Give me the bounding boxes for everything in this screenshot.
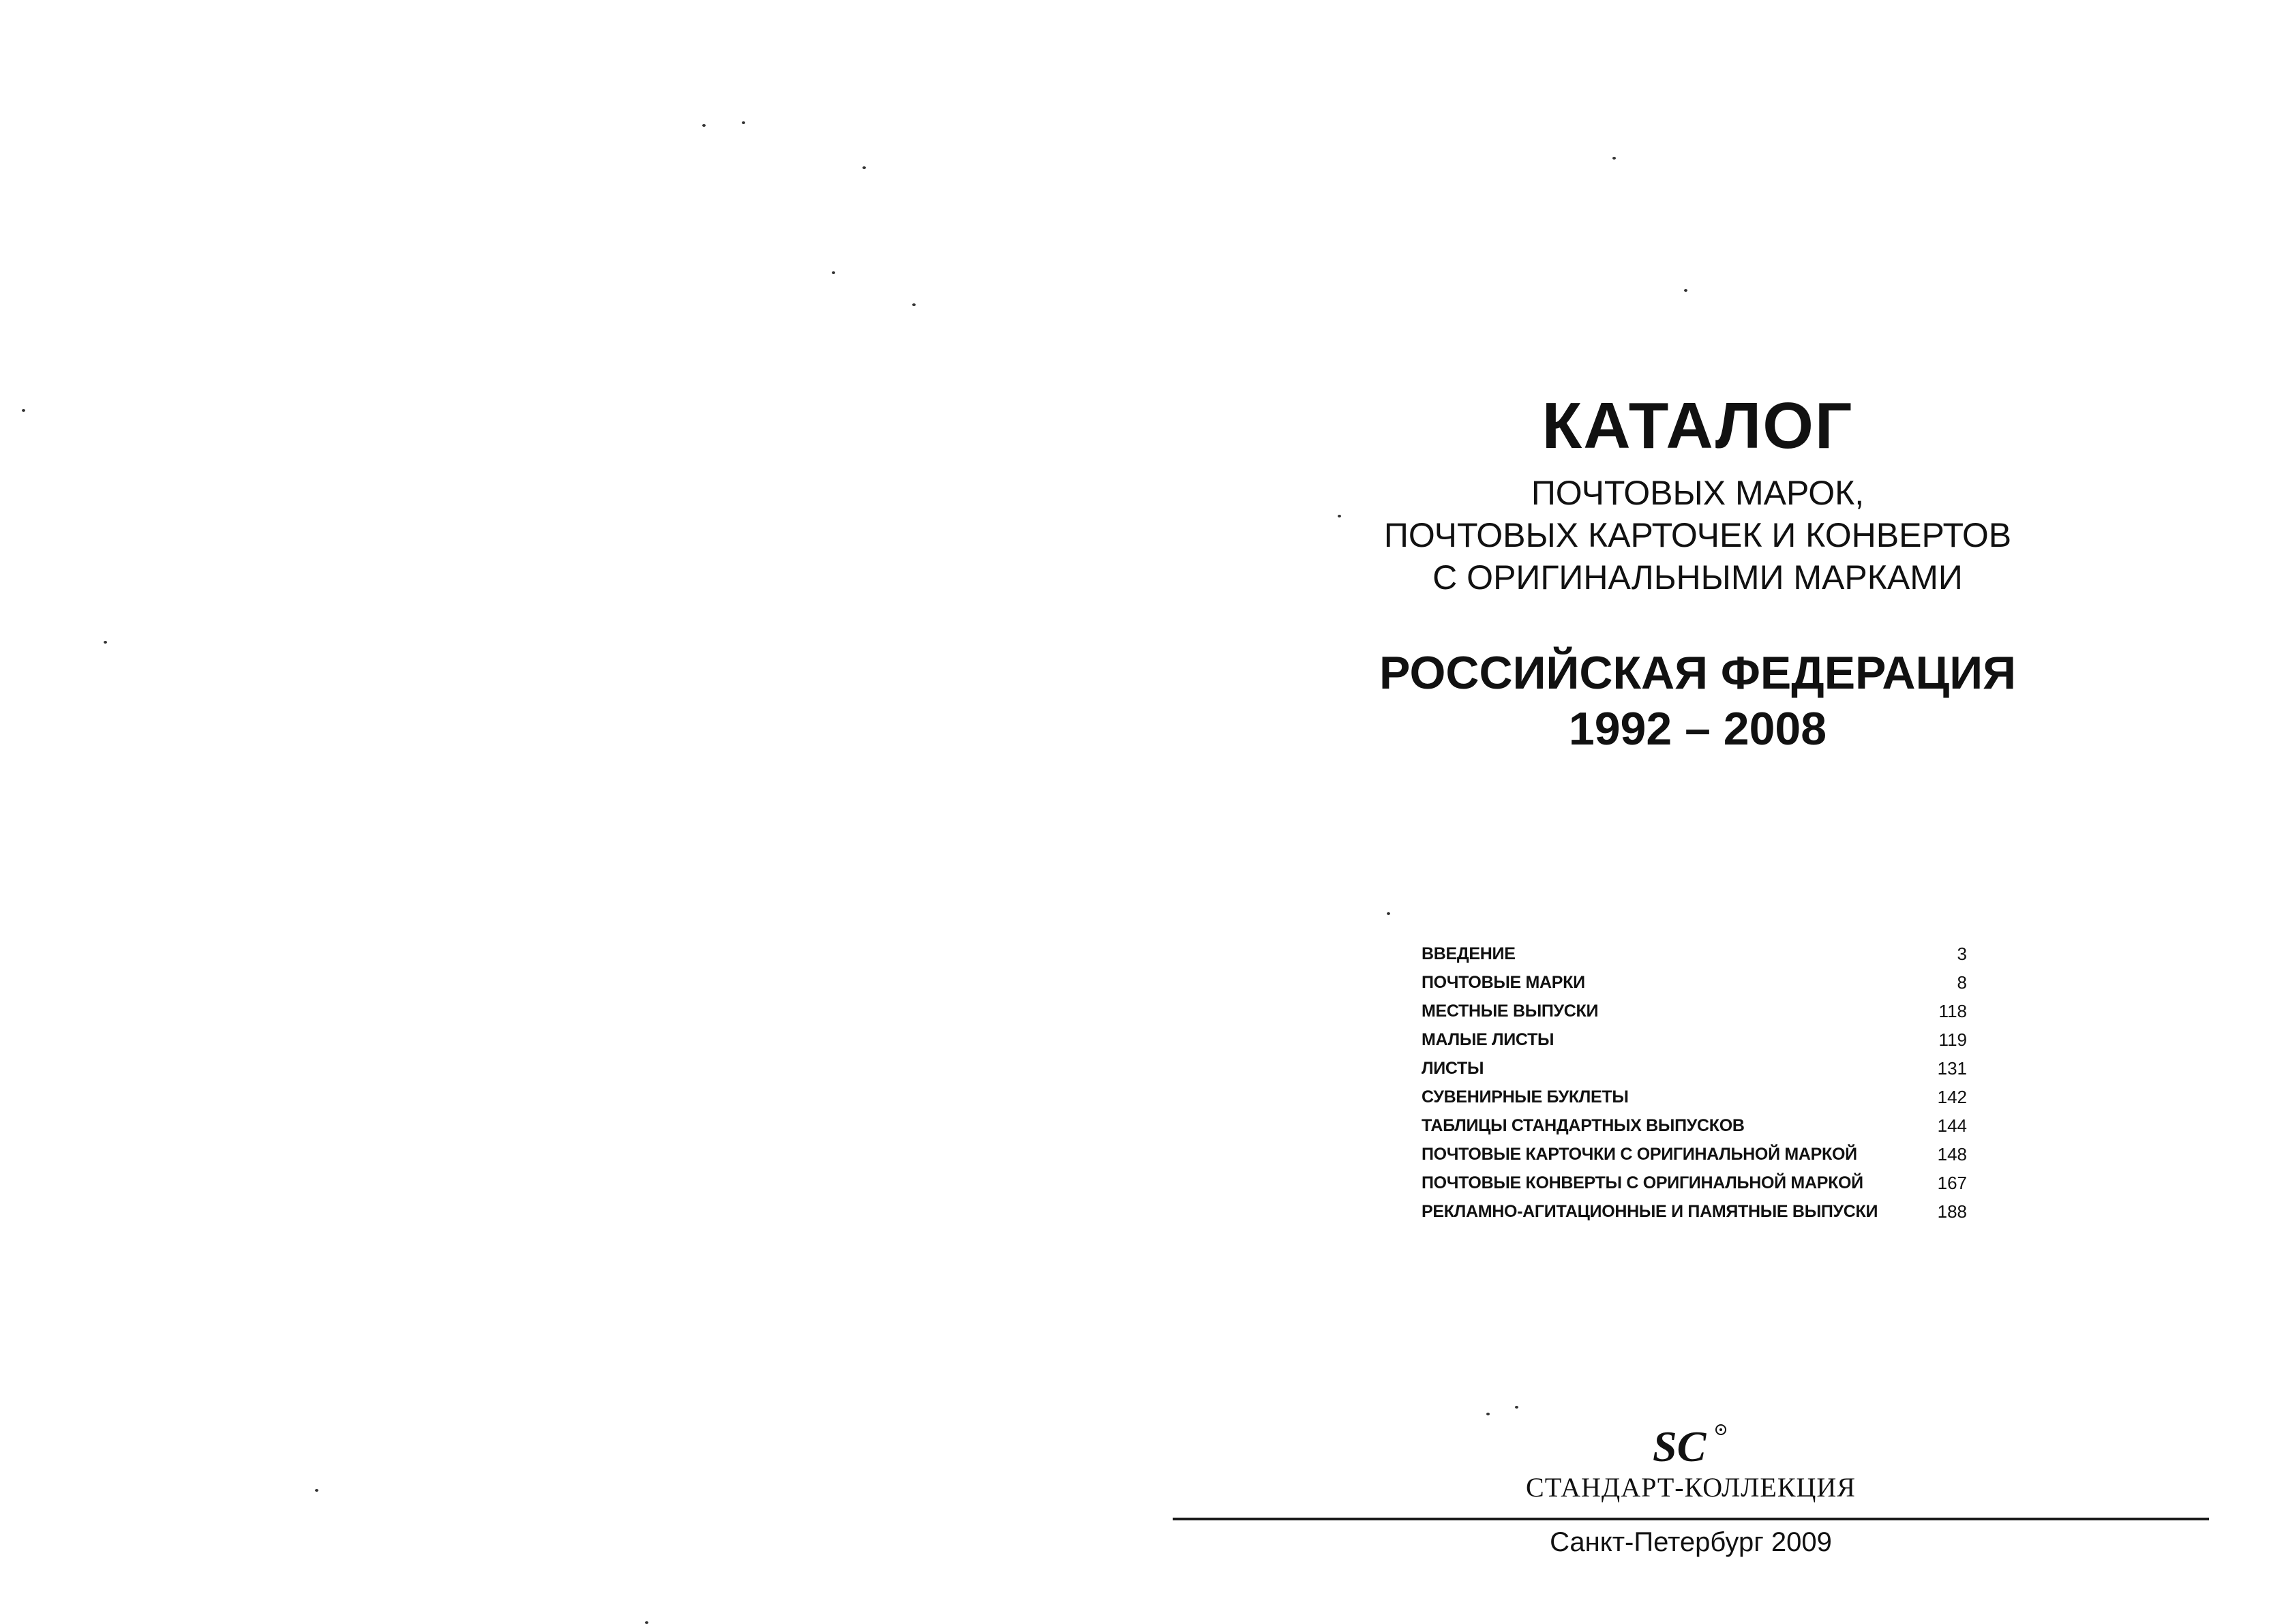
- toc-row: [1422, 968, 1967, 997]
- subtitle-line: ПОЧТОВЫХ МАРОК,: [1531, 474, 1865, 512]
- scan-speck: [912, 303, 916, 306]
- toc-label: МЕСТНЫЕ ВЫПУСКИ: [1422, 1001, 1599, 1021]
- toc-label: ВВЕДЕНИЕ: [1422, 944, 1516, 963]
- scan-speck: [1338, 515, 1341, 517]
- toc-row: [1422, 1054, 1967, 1083]
- toc-row: [1422, 1169, 1967, 1197]
- scan-speck: [315, 1489, 318, 1492]
- toc-page: 118: [1938, 1000, 1967, 1021]
- logo-text: SC: [1653, 1422, 1707, 1469]
- toc-page: 167: [1937, 1172, 1967, 1193]
- subtitle-line: С ОРИГИНАЛЬНЫМИ МАРКАМИ: [1432, 558, 1963, 597]
- scan-speck: [862, 166, 866, 169]
- scan-speck: [1387, 912, 1390, 915]
- toc-page: 148: [1937, 1143, 1967, 1164]
- registered-mark-dot: [1719, 1428, 1722, 1431]
- scan-speck: [22, 409, 25, 412]
- toc-label: ПОЧТОВЫЕ КОНВЕРТЫ С ОРИГИНАЛЬНОЙ МАРКОЙ: [1422, 1173, 1863, 1192]
- toc-row: [1422, 939, 1967, 968]
- toc-label: РЕКЛАМНО-АГИТАЦИОННЫЕ И ПАМЯТНЫЕ ВЫПУСКИ: [1422, 1201, 1878, 1221]
- catalog-subtitle: [1350, 472, 2045, 599]
- title-block: [1350, 389, 2045, 757]
- toc-row: [1422, 1083, 1967, 1111]
- toc-page: 144: [1937, 1115, 1967, 1136]
- scan-speck: [742, 121, 745, 124]
- years-heading: 1992 – 2008: [1568, 703, 1827, 755]
- country-heading: РОССИЙСКАЯ ФЕДЕРАЦИЯ: [1379, 647, 2016, 699]
- toc-label: ПОЧТОВЫЕ КАРТОЧКИ С ОРИГИНАЛЬНОЙ МАРКОЙ: [1422, 1144, 1857, 1164]
- toc-row: [1422, 1025, 1967, 1054]
- toc-label: МАЛЫЕ ЛИСТЫ: [1422, 1029, 1554, 1049]
- sc-logo-icon: [1650, 1422, 1732, 1469]
- toc-page: 142: [1937, 1086, 1967, 1107]
- toc-page: 119: [1938, 1029, 1967, 1050]
- scan-speck: [104, 641, 107, 644]
- scan-speck: [832, 271, 835, 274]
- scan-speck: [1684, 289, 1687, 292]
- scan-speck: [1486, 1413, 1490, 1415]
- scan-speck: [1612, 157, 1616, 160]
- toc-row: [1422, 997, 1967, 1025]
- table-of-contents: [1422, 939, 1967, 1226]
- subtitle-line: ПОЧТОВЫХ КАРТОЧЕК И КОНВЕРТОВ: [1383, 516, 2012, 554]
- toc-page: 3: [1957, 943, 1967, 964]
- scan-speck: [645, 1621, 648, 1624]
- toc-label: СУВЕНИРНЫЕ БУКЛЕТЫ: [1422, 1087, 1629, 1107]
- toc-page: 8: [1957, 972, 1967, 993]
- catalog-title: КАТАЛОГ: [1542, 389, 1854, 462]
- toc-row: [1422, 1197, 1967, 1226]
- scan-speck: [1515, 1406, 1518, 1409]
- toc-row: [1422, 1140, 1967, 1169]
- scan-speck: [702, 124, 706, 127]
- toc-page: 188: [1937, 1201, 1967, 1222]
- toc-label: ПОЧТОВЫЕ МАРКИ: [1422, 972, 1585, 992]
- toc-label: ТАБЛИЦЫ СТАНДАРТНЫХ ВЫПУСКОВ: [1422, 1115, 1745, 1135]
- toc-row: [1422, 1111, 1967, 1140]
- toc-page: 131: [1937, 1057, 1967, 1079]
- divider: [1173, 1518, 2209, 1520]
- toc-label: ЛИСТЫ: [1422, 1058, 1484, 1078]
- publisher-name: СТАНДАРТ-КОЛЛЕКЦИЯ: [1526, 1472, 1856, 1503]
- city-year: Санкт-Петербург 2009: [1550, 1527, 1832, 1557]
